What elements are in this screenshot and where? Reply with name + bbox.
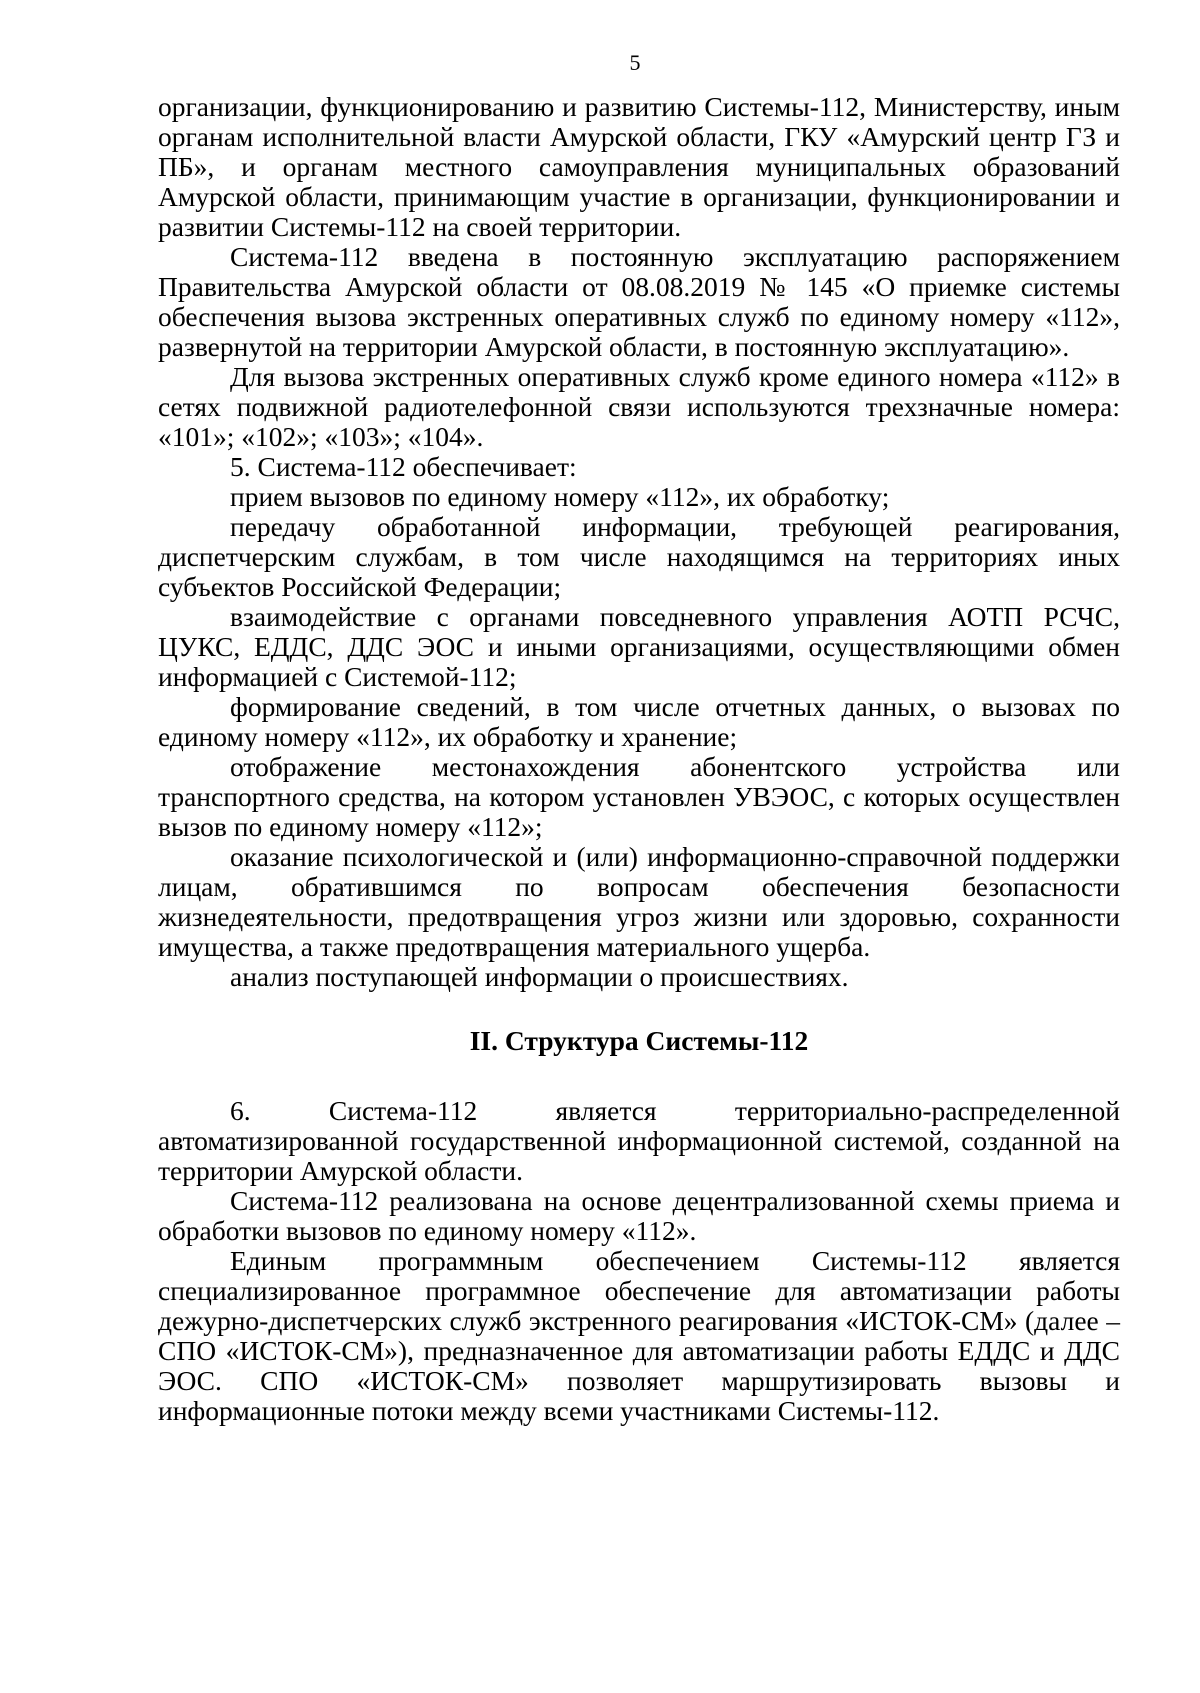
paragraph: формирование сведений, в том числе отчетных данных, о вызовах по единому номеру «112», их обработку и хранение;	[158, 691, 1120, 752]
paragraph: Система-112 реализована на основе децентрализованной схемы приема и обработки вызовов по единому номеру «112».	[158, 1185, 1120, 1246]
section-heading: II. Структура Системы-112	[469, 1025, 809, 1056]
paragraph: Для вызова экстренных оперативных служб кроме единого номера «112» в сетях подвижной радиотелефонной связи используются трехзначные номера: «101»; «102»; «103»; «104».	[158, 361, 1120, 452]
paragraph: передачу обработанной информации, требующей реагирования, диспетчерским службам, в том числе находящимся на территориях иных субъектов Российской Федерации;	[158, 511, 1120, 602]
page-number: 5	[629, 50, 641, 75]
paragraph: Система-112 введена в постоянную эксплуатацию распоряжением Правительства Амурской области от 08.08.2019 № 145 «О приемке системы обеспечения вызова экстренных оперативных служб по единому номеру «112», развернутой на территории Амурской области, в постоянную эксплуатацию».	[158, 241, 1120, 362]
section-body-after	[158, 1096, 1120, 1426]
paragraph: организации, функционированию и развитию Системы-112, Министерству, иным органам исполнительной власти Амурской области, ГКУ «Амурский центр ГЗ и ПБ», и органам местного самоуправления муниципальных образований Амурской области, принимающим участие в организации, функционировании и развитии Системы-112 на своей территории.	[158, 91, 1120, 242]
paragraph: 6. Система-112 является территориально-распределенной автоматизированной государственной информационной системой, созданной на территории Амурской области.	[158, 1095, 1120, 1186]
paragraph: оказание психологической и (или) информационно-справочной поддержки лицам, обратившимся по вопросам обеспечения безопасности жизнедеятельности, предотвращения угроз жизни или здоровью, сохранности имущества, а также предотвращения материального ущерба.	[158, 841, 1120, 962]
paragraph: взаимодействие с органами повседневного управления АОТП РСЧС, ЦУКС, ЕДДС, ДДС ЭОС и иными организациями, осуществляющими обмен информацией с Системой-112;	[158, 601, 1120, 692]
document-body	[158, 92, 1120, 1426]
section-body-before	[158, 92, 1120, 992]
paragraph: анализ поступающей информации о происшествиях.	[230, 961, 849, 992]
paragraph: прием вызовов по единому номеру «112», их обработку;	[230, 481, 890, 512]
paragraph: Единым программным обеспечением Системы-112 является специализированное программное обеспечение для автоматизации работы дежурно-диспетчерских служб экстренного реагирования «ИСТОК-СМ» (далее – СПО «ИСТОК-СМ»), предназначенное для автоматизации работы ЕДДС и ДДС ЭОС. СПО «ИСТОК-СМ» позволяет маршрутизировать вызовы и информационные потоки между всеми участниками Системы-112.	[158, 1245, 1120, 1426]
paragraph: отображение местонахождения абонентского устройства или транспортного средства, на котором установлен УВЭОС, с которых осуществлен вызов по единому номеру «112»;	[158, 751, 1120, 842]
paragraph: 5. Система-112 обеспечивает:	[230, 451, 577, 482]
